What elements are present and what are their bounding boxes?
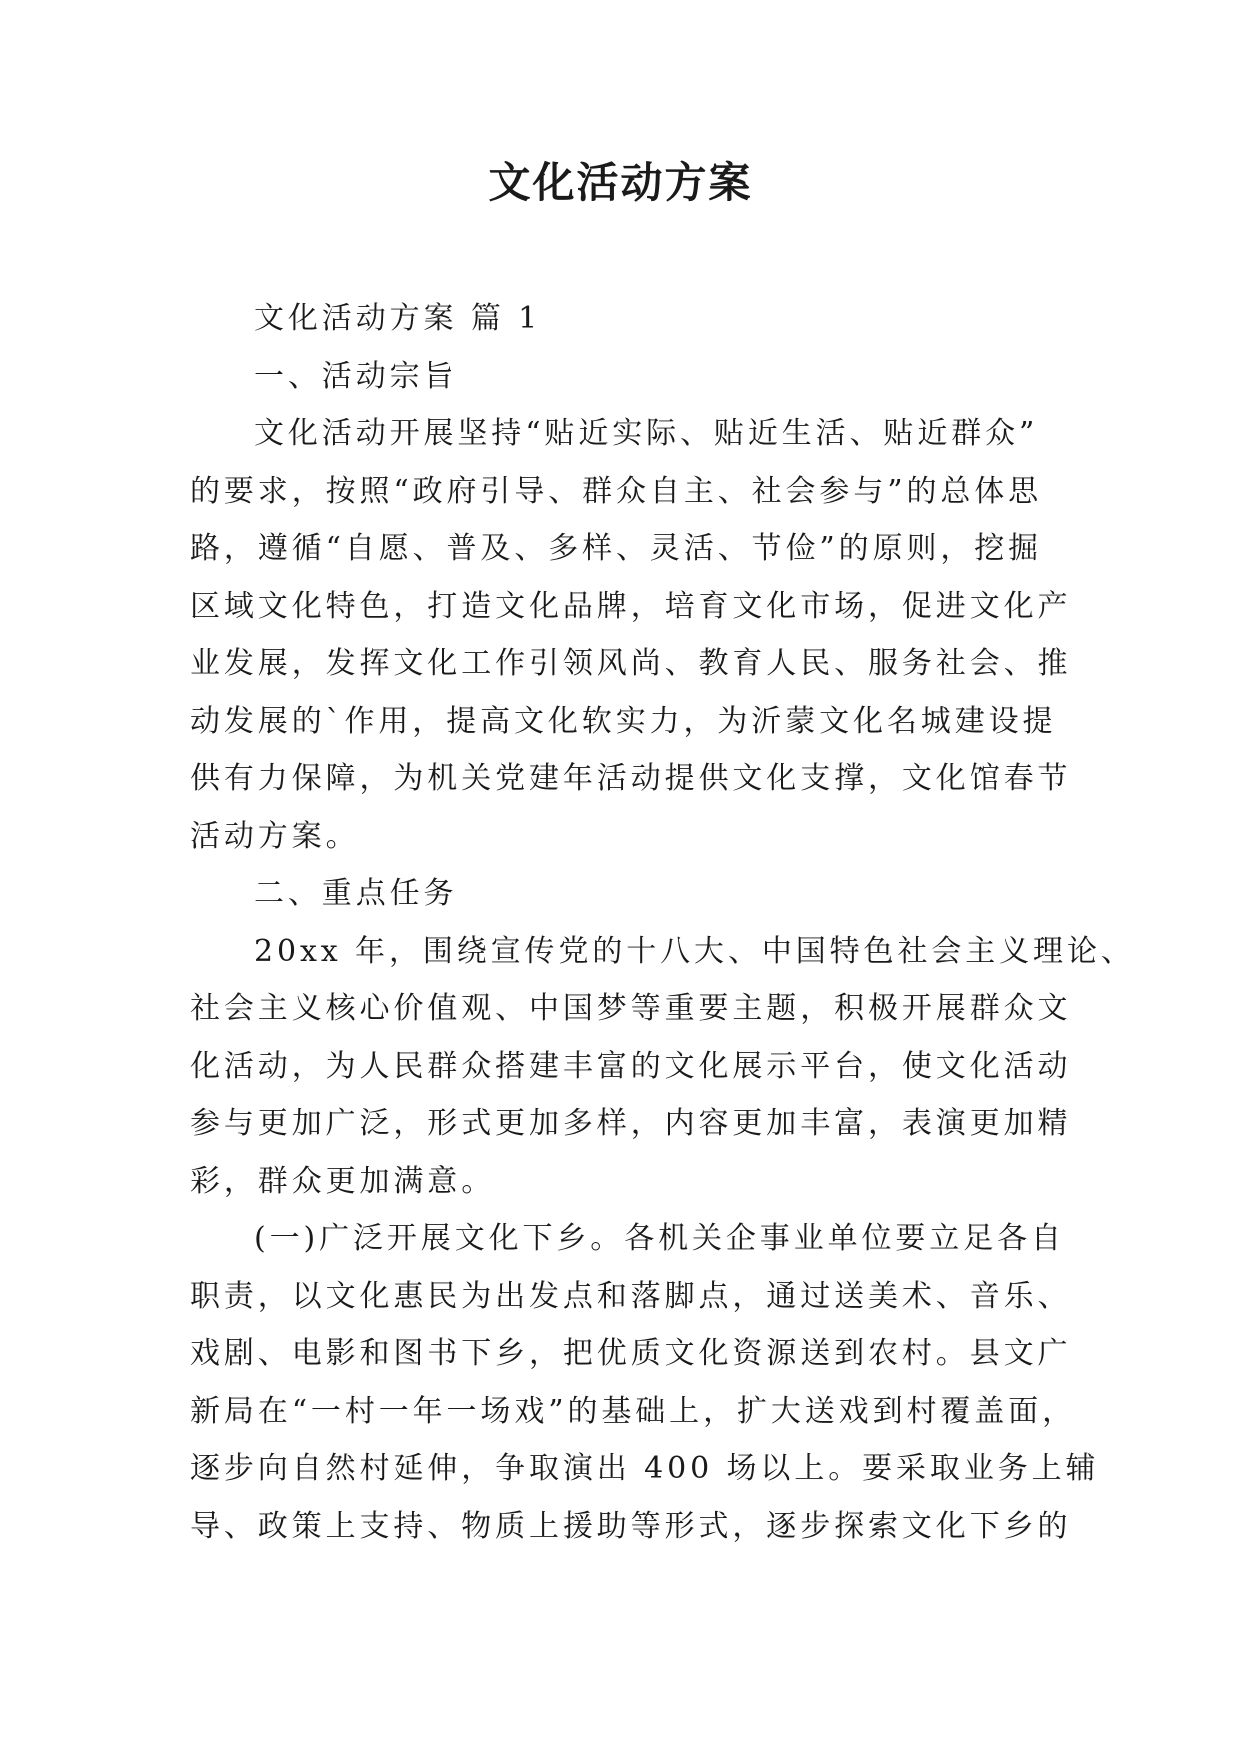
- paragraph-line: 社会主义核心价值观、中国梦等重要主题，积极开展群众文: [190, 991, 1072, 1026]
- paragraph-line: 供有力保障，为机关党建年活动提供文化支撑，文化馆春节: [190, 761, 1072, 796]
- section-heading: 一、活动宗旨: [254, 358, 458, 394]
- paragraph-line: 业发展，发挥文化工作引领风尚、教育人民、服务社会、推: [190, 646, 1072, 681]
- paragraph-line: 文化活动开展坚持“贴近实际、贴近生活、贴近群众”: [254, 416, 1039, 451]
- paragraph-line: 活动方案。: [190, 818, 360, 854]
- section-heading: 二、重点任务: [254, 876, 458, 911]
- paragraph-line: 参与更加广泛，形式更加多样，内容更加丰富，表演更加精: [190, 1106, 1072, 1141]
- paragraph-line: 导、政策上支持、物质上援助等形式，逐步探索文化下乡的: [190, 1508, 1072, 1544]
- paragraph-line: 20xx 年，围绕宣传党的十八大、中国特色社会主义理论、: [254, 933, 1135, 969]
- paragraph-line: 彩，群众更加满意。: [190, 1163, 496, 1199]
- paragraph-line: 区域文化特色，打造文化品牌，培育文化市场，促进文化产: [190, 588, 1072, 624]
- paragraph-line: 动发展的`作用，提高文化软实力，为沂蒙文化名城建设提: [190, 703, 1057, 739]
- paragraph-line: 新局在“一村一年一场戏”的基础上，扩大送戏到村覆盖面，: [190, 1393, 1076, 1429]
- paragraph-line: 戏剧、电影和图书下乡，把优质文化资源送到农村。县文广: [190, 1336, 1072, 1371]
- paragraph-line: 路，遵循“自愿、普及、多样、灵活、节俭”的原则，挖掘: [190, 531, 1043, 566]
- document-body: [190, 290, 1135, 1555]
- paragraph-line: 逐步向自然村延伸，争取演出 400 场以上。要采取业务上辅: [190, 1451, 1100, 1486]
- document-title: 文化活动方案: [488, 158, 753, 207]
- paragraph-line: 的要求，按照“政府引导、群众自主、社会参与”的总体思: [190, 473, 1043, 509]
- paragraph-line: 职责，以文化惠民为出发点和落脚点，通过送美术、音乐、: [190, 1278, 1072, 1314]
- section-heading: 文化活动方案 篇 1: [254, 301, 542, 336]
- paragraph-line: (一)广泛开展文化下乡。各机关企事业单位要立足各自: [254, 1221, 1065, 1256]
- paragraph-line: 化活动，为人民群众搭建丰富的文化展示平台，使文化活动: [190, 1048, 1072, 1084]
